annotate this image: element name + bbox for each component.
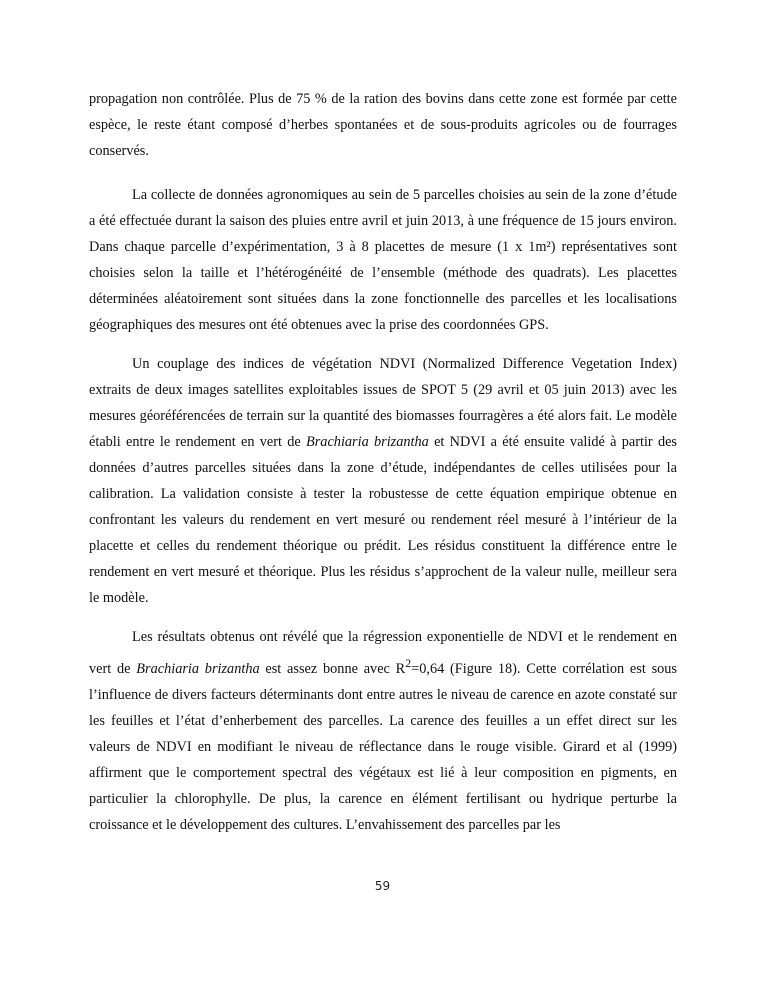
paragraph-2: La collecte de données agronomiques au sein de 5 parcelles choisies au sein de la zone d’étude a été effectuée durant la saison des pluies entre avril et juin 2013, à une fréquence de 15 jours environ. Dans chaque parcelle d’expérimentation, 3 à 8 placettes de mesure (1 x 1m²) représentatives sont choisies selon la taille et l’hétérogénéité de l’ensemble (méthode des quadrats). Les placettes déterminées aléatoirement sont situées dans la zone fonctionnelle des parcelles et les localisations géographiques des mesures ont été obtenues avec la prise des coordonnées GPS. bbox=[89, 187, 677, 333]
paragraph-3 bbox=[89, 351, 677, 611]
r-squared-superscript: 2 bbox=[405, 656, 412, 670]
species-name-italic: Brachiaria brizantha bbox=[306, 434, 429, 450]
page-number: 59 bbox=[374, 879, 391, 893]
paragraph-3-text-b: et NDVI a été ensuite validé à partir des données d’autres parcelles situées dans la zone d’étude, indépendantes de celles utilisées pour la calibration. La validation consiste à tester la robustesse de cette équation empirique obtenue en confrontant les valeurs du rendement en vert mesuré ou rendement réel mesuré à l’intérieur de la placette et celles du rendement théorique ou prédit. Les résidus constituent la différence entre le rendement en vert mesuré et théorique. Plus les résidus s’approchent de la valeur nulle, meilleur sera le modèle. bbox=[89, 434, 677, 606]
paragraph-3-text-a: Un couplage des indices de végétation NDVI (Normalized Difference Vegetation Index) extraits de deux images satellites exploitables issues de SPOT 5 (29 avril et 05 juin 2013) avec les mesures géoréférencées de terrain sur la quantité des biomasses fourragères a été alors fait. Le modèle établi entre le rendement en vert de bbox=[89, 356, 677, 450]
paragraph-4-text-a: Les résultats obtenus ont révélé que la régression exponentielle de NDVI et le rendement en vert de bbox=[89, 629, 677, 677]
page-body bbox=[89, 86, 677, 851]
paragraph-4-text-b: est assez bonne avec R bbox=[259, 660, 406, 677]
paragraph-1: propagation non contrôlée. Plus de 75 % de la ration des bovins dans cette zone est formée par cette espèce, le reste étant composé d’herbes spontanées et de sous-produits agricoles ou de fourrages conservés. bbox=[89, 91, 677, 159]
paragraph-4 bbox=[89, 624, 677, 838]
paragraph-4-text-c: =0,64 (Figure 18). Cette corrélation est sous l’influence de divers facteurs déterminants dont entre autres le niveau de carence en azote constaté sur les feuilles et l’état d’enherbement des parcelles. La carence des feuilles a un effet direct sur les valeurs de NDVI en modifiant le niveau de réflectance dans le rouge visible. Girard et al (1999) affirment que le comportement spectral des végétaux est lié à leur composition en pigments, en particulier la chlorophylle. De plus, la carence en élément fertilisant ou hydrique perturbe la croissance et le développement des cultures. L’envahissement des parcelles par les bbox=[89, 660, 678, 833]
species-name-italic: Brachiaria brizantha bbox=[136, 660, 260, 677]
